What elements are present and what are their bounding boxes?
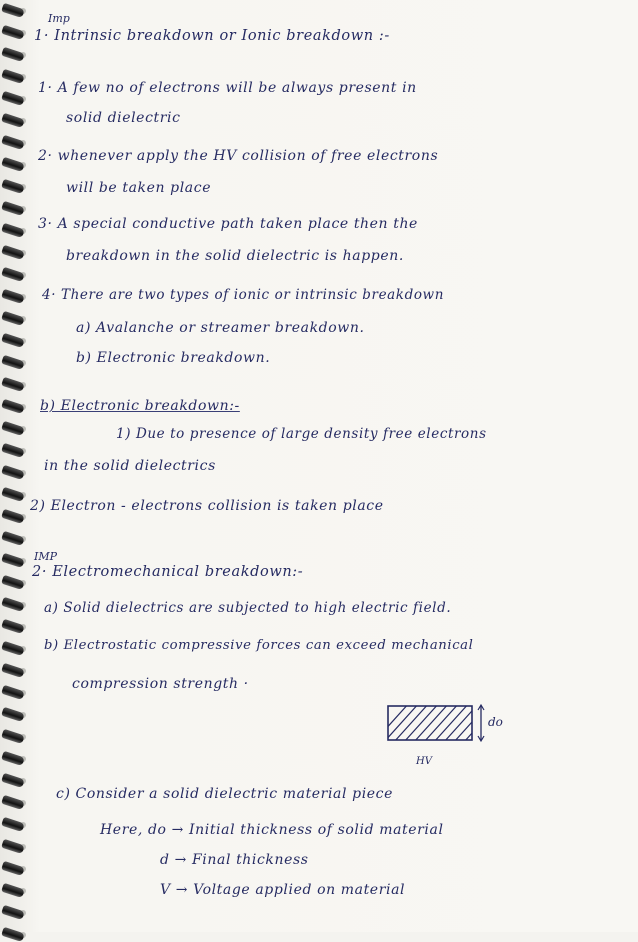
electronic-point-1-line-1: 1) Due to presence of large density free electrons <box>116 426 487 442</box>
point-4-sub-b: b) Electronic breakdown. <box>76 350 271 366</box>
electromech-point-b-line-2: compression strength · <box>72 676 249 692</box>
binding-coil <box>1 927 25 942</box>
binding-coil <box>1 245 25 260</box>
binding-coil <box>1 883 25 898</box>
electronic-point-2: 2) Electron - electrons collision is taken place <box>30 498 384 514</box>
binding-coil <box>1 509 25 524</box>
binding-coil <box>1 69 25 84</box>
electromech-point-b-line-1: b) Electrostatic compressive forces can exceed mechanical <box>44 638 474 653</box>
binding-coil <box>1 795 25 810</box>
definition-d: d → Final thickness <box>160 852 309 868</box>
binding-coil <box>1 597 25 612</box>
binding-coil <box>1 663 25 678</box>
binding-coil <box>1 157 25 172</box>
point-2-line-2: will be taken place <box>66 180 212 196</box>
binding-coil <box>1 311 25 326</box>
electronic-point-1-line-2: in the solid dielectrics <box>44 458 216 474</box>
binding-coil <box>1 47 25 62</box>
point-1-line-1: 1· A few no of electrons will be always present in <box>38 80 417 96</box>
imp-mark-2: IMP <box>34 550 58 563</box>
binding-coil <box>1 421 25 436</box>
binding-coil <box>1 399 25 414</box>
binding-coil <box>1 443 25 458</box>
heading-intrinsic-breakdown: 1· Intrinsic breakdown or Ionic breakdown :- <box>34 28 390 44</box>
binding-coil <box>1 487 25 502</box>
binding-coil <box>1 751 25 766</box>
binding-coil <box>1 465 25 480</box>
binding-coil <box>1 817 25 832</box>
definition-do: Here, do → Initial thickness of solid material <box>100 822 444 838</box>
point-3-line-1: 3· A special conductive path taken place then the <box>38 216 418 232</box>
binding-coil <box>1 685 25 700</box>
definition-v: V → Voltage applied on material <box>160 882 406 898</box>
point-4-sub-a: a) Avalanche or streamer breakdown. <box>76 320 365 336</box>
binding-coil <box>1 707 25 722</box>
binding-coil <box>1 223 25 238</box>
heading-electronic-breakdown: b) Electronic breakdown:- <box>40 398 240 414</box>
do-label: do <box>488 715 503 729</box>
electromech-point-a: a) Solid dielectrics are subjected to high electric field. <box>44 600 452 616</box>
binding-coil <box>1 179 25 194</box>
binding-coil <box>1 25 25 40</box>
binding-coil <box>1 641 25 656</box>
point-2-line-1: 2· whenever apply the HV collision of free electrons <box>38 148 439 164</box>
binding-coil <box>1 773 25 788</box>
binding-coil <box>1 201 25 216</box>
binding-coil <box>1 905 25 920</box>
binding-coil <box>1 113 25 128</box>
binding-coil <box>1 861 25 876</box>
binding-coil <box>1 289 25 304</box>
binding-coil <box>1 91 25 106</box>
binding-coil <box>1 729 25 744</box>
binding-coil <box>1 377 25 392</box>
dielectric-diagram <box>384 702 534 772</box>
binding-coil <box>1 839 25 854</box>
spiral-binding <box>0 0 30 932</box>
binding-coil <box>1 267 25 282</box>
point-1-line-2: solid dielectric <box>66 110 181 126</box>
binding-coil <box>1 531 25 546</box>
binding-coil <box>1 3 25 18</box>
binding-coil <box>1 619 25 634</box>
binding-coil <box>1 575 25 590</box>
hv-label: HV <box>416 756 432 767</box>
electromech-point-c: c) Consider a solid dielectric material piece <box>56 786 393 802</box>
binding-coil <box>1 135 25 150</box>
binding-coil <box>1 553 25 568</box>
binding-coil <box>1 333 25 348</box>
binding-coil <box>1 355 25 370</box>
heading-electromechanical-breakdown: 2· Electromechanical breakdown:- <box>32 564 304 580</box>
imp-mark-1: Imp <box>48 12 70 25</box>
point-3-line-2: breakdown in the solid dielectric is happen. <box>66 248 404 264</box>
point-4-line-1: 4· There are two types of ionic or intrinsic breakdown <box>42 287 445 303</box>
